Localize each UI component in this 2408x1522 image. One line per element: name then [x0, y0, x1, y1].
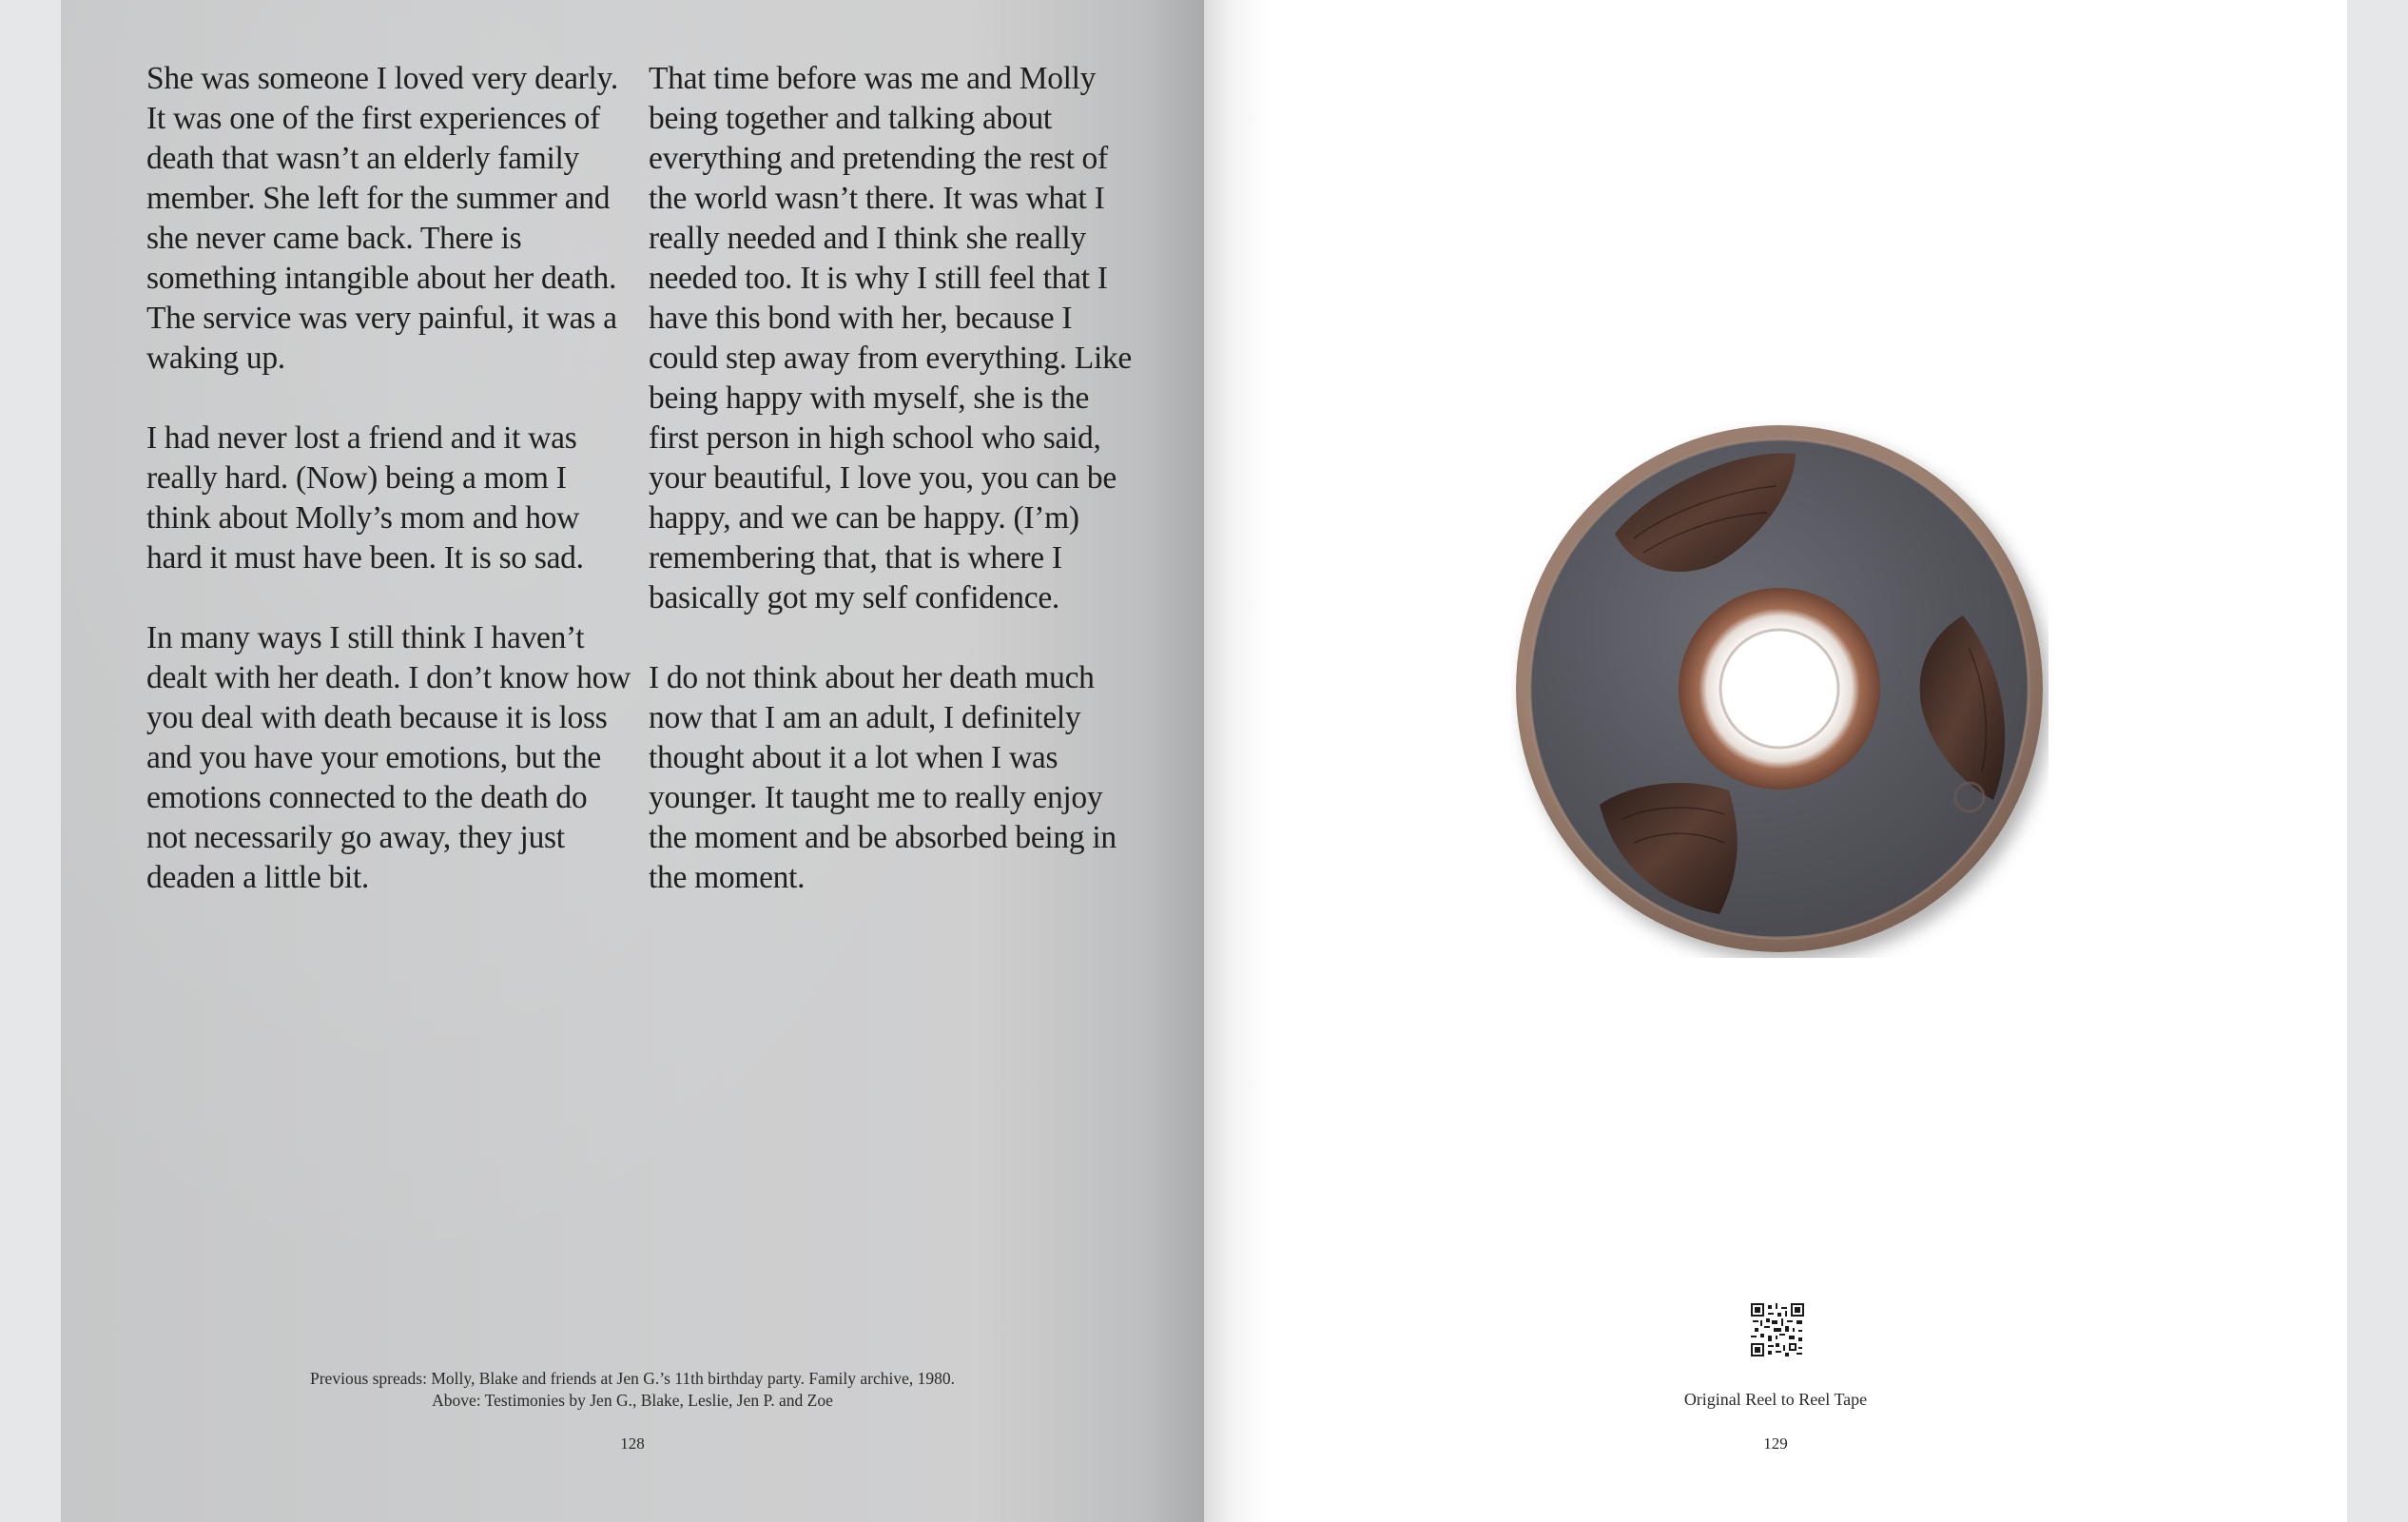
book-spread — [61, 0, 2347, 1522]
paragraph: She was someone I loved very dearly. It was one of the first experiences of death that wasn’t an elderly family member. She left for the summer and she never came back. There is something intangible about her death. The service was very painful, it was a waking up. — [146, 61, 618, 376]
qr-code-icon[interactable] — [1751, 1303, 1804, 1356]
page-number: 129 — [1763, 1434, 1788, 1453]
paragraph: That time before was me and Molly being together and talking about everything and pretending the rest of the world wasn’t there. It was what I really needed and I think she really needed too. It is why I still feel that I have this bond with her, because I could step away from everything. Like being happy with myself, she is the first person in high school who said, your beautiful, I love you, you can be happy, and we can be happy. (I’m) remembering that, that is where I basically got my self confidence. — [649, 61, 1132, 615]
right-page — [1204, 0, 2347, 1522]
paragraph: I had never lost a friend and it was really hard. (Now) being a mom I think about Molly’s mom and how hard it must have been. It is so sad. — [146, 420, 584, 576]
caption-line: Previous spreads: Molly, Blake and friends at Jen G.’s 11th birthday party. Family archive, 1980. — [310, 1369, 955, 1388]
text-column-1 — [146, 59, 631, 938]
page-number: 128 — [620, 1434, 645, 1453]
tape-reel-icon — [1510, 420, 2049, 958]
photo-caption — [61, 1368, 1204, 1412]
paragraph: I do not think about her death much now that I am an adult, I definitely thought about it a lot when I was younger. It taught me to really enjoy the moment and be absorbed being in the moment. — [649, 660, 1117, 895]
reel-to-reel-tape-image — [1510, 420, 2049, 958]
image-caption: Original Reel to Reel Tape — [1683, 1390, 1868, 1409]
text-column-2 — [649, 59, 1143, 938]
caption-line: Above: Testimonies by Jen G., Blake, Leslie, Jen P. and Zoe — [432, 1391, 833, 1410]
paragraph: In many ways I still think I haven’t dealt with her death. I don’t know how you deal with death because it is loss and you have your emotions, but the emotions connected to the death do not necessarily go away, they just deaden a little bit. — [146, 620, 631, 895]
left-page — [61, 0, 1204, 1522]
